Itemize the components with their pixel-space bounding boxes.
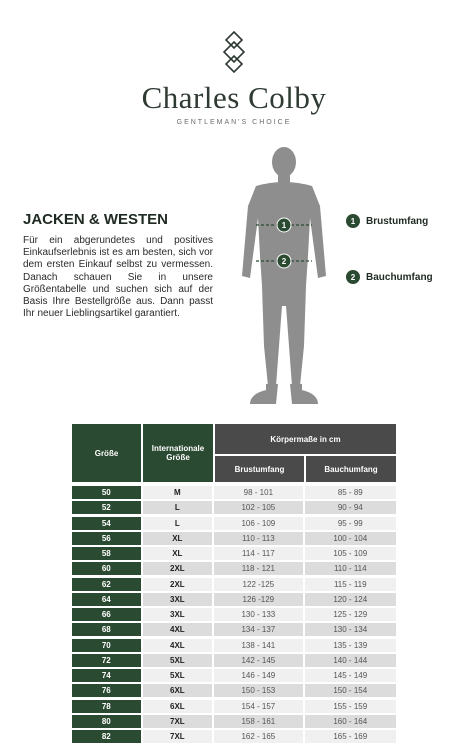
cell-size: 76	[72, 684, 141, 697]
cell-size: 52	[72, 501, 141, 514]
brand-name: Charles Colby	[141, 80, 327, 115]
cell-chest: 158 - 161	[214, 715, 304, 728]
table-row	[72, 669, 396, 682]
cell-international: 2XL	[141, 562, 215, 575]
header-belly: Bauchumfang	[306, 456, 396, 482]
cell-international: 2XL	[141, 578, 215, 591]
cell-size: 54	[72, 517, 141, 530]
cell-chest: 150 - 153	[214, 684, 304, 697]
cell-international: 5XL	[141, 669, 215, 682]
cell-chest: 126 -129	[214, 593, 304, 606]
cell-belly: 105 - 109	[305, 547, 396, 560]
cell-international: L	[141, 517, 215, 530]
cell-chest: 106 - 109	[214, 517, 304, 530]
cell-chest: 142 - 145	[214, 654, 304, 667]
cell-size: 68	[72, 623, 141, 636]
cell-size: 56	[72, 532, 141, 545]
table-row	[72, 562, 396, 575]
table-row	[72, 608, 396, 621]
cell-international: M	[141, 486, 215, 499]
cell-international: L	[141, 501, 215, 514]
cell-size: 62	[72, 578, 141, 591]
cell-belly: 150 - 154	[305, 684, 396, 697]
cell-belly: 155 - 159	[305, 700, 396, 713]
cell-belly: 135 - 139	[305, 639, 396, 652]
brand-tagline: GENTLEMAN'S CHOICE	[176, 119, 292, 126]
cell-size: 78	[72, 700, 141, 713]
cell-international: 4XL	[141, 639, 215, 652]
cell-size: 66	[72, 608, 141, 621]
legend-chest-number: 1	[346, 214, 360, 228]
cell-belly: 140 - 144	[305, 654, 396, 667]
table-row	[72, 639, 396, 652]
cell-international: XL	[141, 532, 215, 545]
cell-belly: 120 - 124	[305, 593, 396, 606]
legend-belly-label: Bauchumfang	[366, 271, 433, 283]
cell-size: 50	[72, 486, 141, 499]
cell-size: 80	[72, 715, 141, 728]
cell-chest: 134 - 137	[214, 623, 304, 636]
cell-size: 58	[72, 547, 141, 560]
header-international: Internationale Größe	[143, 424, 213, 482]
figure-marker-2: 2	[281, 257, 287, 266]
cell-belly: 95 - 99	[305, 517, 396, 530]
table-row	[72, 501, 396, 514]
cell-size: 82	[72, 730, 141, 743]
cell-international: 5XL	[141, 654, 215, 667]
cell-chest: 130 - 133	[214, 608, 304, 621]
cell-size: 70	[72, 639, 141, 652]
brand-logo-icon	[214, 30, 254, 74]
cell-chest: 146 - 149	[214, 669, 304, 682]
cell-chest: 98 - 101	[214, 486, 304, 499]
cell-chest: 118 - 121	[214, 562, 304, 575]
cell-belly: 165 - 169	[305, 730, 396, 743]
cell-size: 64	[72, 593, 141, 606]
cell-belly: 115 - 119	[305, 578, 396, 591]
legend-belly	[346, 270, 433, 284]
table-row	[72, 593, 396, 606]
cell-size: 72	[72, 654, 141, 667]
figure-marker-1: 1	[281, 221, 287, 230]
cell-international: 3XL	[141, 593, 215, 606]
cell-belly: 160 - 164	[305, 715, 396, 728]
table-row	[72, 532, 396, 545]
table-row	[72, 684, 396, 697]
cell-belly: 125 - 129	[305, 608, 396, 621]
table-row	[72, 517, 396, 530]
section-description: Für ein abgerundetes und positives Einkaufserlebnis ist es am besten, sich vor dem ersten Einkauf selbst zu vermessen. Danach schauen Sie in unsere Größentabelle und suchen sich auf der Basis Ihre Bestellgröße aus. Dann passt Ihr neuer Lieblingsartikel garantiert.	[23, 235, 213, 320]
table-row	[72, 700, 396, 713]
table-row	[72, 547, 396, 560]
cell-size: 60	[72, 562, 141, 575]
legend-chest-label: Brustumfang	[366, 215, 429, 227]
cell-belly: 100 - 104	[305, 532, 396, 545]
cell-chest: 122 -125	[214, 578, 304, 591]
cell-international: 3XL	[141, 608, 215, 621]
section-heading: JACKEN & WESTEN	[23, 211, 169, 228]
cell-international: 6XL	[141, 700, 215, 713]
table-row	[72, 654, 396, 667]
cell-size: 74	[72, 669, 141, 682]
table-row	[72, 715, 396, 728]
legend-belly-number: 2	[346, 270, 360, 284]
table-row	[72, 623, 396, 636]
cell-chest: 114 - 117	[214, 547, 304, 560]
table-row	[72, 578, 396, 591]
legend-chest	[346, 214, 428, 228]
table-row	[72, 730, 396, 743]
table-row	[72, 486, 396, 499]
cell-chest: 138 - 141	[214, 639, 304, 652]
header-chest: Brustumfang	[215, 456, 304, 482]
cell-belly: 130 - 134	[305, 623, 396, 636]
cell-international: 7XL	[141, 715, 215, 728]
cell-international: 4XL	[141, 623, 215, 636]
cell-belly: 90 - 94	[305, 501, 396, 514]
cell-belly: 85 - 89	[305, 486, 396, 499]
cell-chest: 102 - 105	[214, 501, 304, 514]
cell-belly: 110 - 114	[305, 562, 396, 575]
cell-chest: 162 - 165	[214, 730, 304, 743]
cell-international: 7XL	[141, 730, 215, 743]
body-silhouette-icon	[236, 146, 332, 408]
cell-international: 6XL	[141, 684, 215, 697]
header-size: Größe	[72, 424, 141, 482]
cell-belly: 145 - 149	[305, 669, 396, 682]
cell-chest: 110 - 113	[214, 532, 304, 545]
cell-international: XL	[141, 547, 215, 560]
header-body-measurements: Körpermaße in cm	[215, 424, 396, 454]
cell-chest: 154 - 157	[214, 700, 304, 713]
